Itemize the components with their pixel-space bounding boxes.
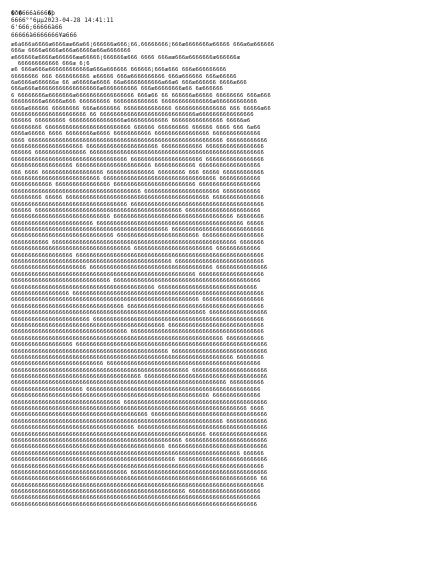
body-line: 666666666666666666666666666666666 6666666666666666666666666666666666666666 <box>11 303 264 310</box>
body-line: 6666666666666666666666 66 6666666666666666666666666666æ6666666666666666 <box>11 112 254 119</box>
body-line: 6666666666666666666666666666666666666666666666666666666 666666666666666666 <box>11 297 264 304</box>
header-line-1: �ð�666à666�þ <box>11 10 55 17</box>
body-line: 6666666666666666666666666666666666666666666666666666666666 66666666666666 <box>11 393 261 400</box>
body-line: 66666666666666666666666666666666666666666666666666666666666666666666666666 <box>11 463 264 470</box>
body-line: 6666666666666666666666666666666666666666666666666666666666666666666 666666 <box>11 450 264 457</box>
body-line: 6 66666666æ6666666æ66666666666666666 666æ66 66 666666æ66666 66666666 666æ666 <box>11 92 271 99</box>
body-line: 6666æ66666 6666 66666666æ6666 66666666666 6666666666666666 66666666666666 <box>11 131 261 138</box>
body-line: 666æ 6666æ6666æ666æ66666æ66æ6666666 <box>11 48 131 55</box>
body-line: 66666666666666666666666666666 6666666666666666666666666666666666666666666 <box>11 278 261 285</box>
body-line: 666666 666666666666666 666666666666666666666666666666666666666666666666666 <box>11 150 264 157</box>
body-line: 666666666666666666666666666666666666666666666666666666666 66666666666666666 <box>11 431 268 438</box>
body-line: 666666666666 6666666666666666 666666666666666666666666 666666666666666666 <box>11 182 261 189</box>
body-line: 666666666666666666666 666666666666666666666 666666666666 66666666666666666 <box>11 144 264 150</box>
body-line: 666666666 6666666666666666666666666 666666 666666666 666666 6666 666 6æ66 <box>11 124 261 131</box>
body-line: 66666666666 666666666666666666666666666666666666666666666666666666 6666666 <box>11 239 264 246</box>
body-line: 6666666666666666666666666666666666 666666666666666666666666666666666666666 <box>11 329 264 336</box>
body-line: 666666666666666666666666666666666666666666666666 66666666666666666666666666 <box>11 457 268 464</box>
body-line: 66666666666666666666666666666666666666666666666666666666666666 666666666666 <box>11 418 268 425</box>
body-line: 666666666666666666 6666666666666666666666 666666666666 666666666666666666 <box>11 163 261 170</box>
body-line: 66666666666666666666666666666666666666666666666666666666666666666 66666666 <box>11 354 264 361</box>
document-body <box>11 42 436 509</box>
body-line: 666666666666666666666666666666666666666666666666666666666666666666666666 66 <box>11 476 268 483</box>
body-line: æ6 666æ666æ666666666666æ666æ666666 666666¦666æ666 666æ666666666 <box>11 67 227 74</box>
body-line: 666666666666666666666666666666666666666666666666666666 6666666666666666666 <box>11 271 264 278</box>
header-timestamp-line: 6666°°6µµ2023-04-28 14:41:11 <box>11 17 114 25</box>
body-line: 666666666666666666666666666666666666666666666 6666666666666666666666666666 <box>11 322 264 329</box>
body-line: 6666æ666666 66666666 666æ6666666 66666666666666 666666666666666 666 66666æ66 <box>11 105 271 112</box>
body-line: 6666666666666666666666666666666666 666666666666666666666666666666666666666 <box>11 201 264 208</box>
body-line: 6666666666666666666666 666666666666666666666666666666666666 666666666666666 <box>11 265 268 272</box>
body-line: 66666666666666666666666666666666666666666666666666666666666666 66666666666 <box>11 335 264 342</box>
body-line: 66666666666666666666666666666666666 66666666666666666666666 6666666666666 <box>11 246 261 253</box>
body-line: 6666666666666666666666666666666666666666 6666666666666666666666666666666666 <box>11 412 268 419</box>
body-line: 6666666666666666666666666666666666666666666666666666 6666666666666666666666 <box>11 367 268 374</box>
body-line: 66666666666666666666666666666666666666 6666666666666666666666 66666666666 <box>11 188 261 195</box>
body-line: 666666666666666666666 666666666666666666666666666666666666666666666666666 <box>11 386 261 393</box>
body-line: 666666 666666666 6666666666666666æ666666666666 666666666666666 66666æ6 <box>11 118 251 125</box>
body-line: 66666666 666 6666666666 æ66666 666æ6666666666 666æ666666 666æ66666 <box>11 73 237 80</box>
body-line: 6666666666666666666666666666666666666666666666 666666666666666666666666666 <box>11 227 264 234</box>
body-line: 666666666æ66666æ666 666666666 6666666666666 666666666666666æ666666666666 <box>11 99 258 106</box>
body-line: 666æ666æ666666666666666666æ6666666666 666æ66666666æ66 6æ666666 <box>11 86 223 93</box>
body-line: 666666 6666666666666666666666666666666666666666666 6666666666666666666666 <box>11 207 261 214</box>
body-line: 6666666666666666666666666666666666 6666666666666666666666666666666666666666 <box>11 469 268 476</box>
body-line: 666666666666666666666666666 666666666666666666666666666666666666666666666 <box>11 361 261 368</box>
body-line: 666666666666666666666666666666666666666666666666666666666666666 6666666666 <box>11 380 264 387</box>
body-line: 66666666666666666666666666666666666666666666666666666666666666666666666666 <box>11 482 264 489</box>
body-line: 6666666666666666666666666666666666 666666666666666666666 66666666666666666 <box>11 156 264 163</box>
body-line: 666 6666 666666666666666666 66666666666666 66666666 666 66666 666666666666 <box>11 169 264 176</box>
body-line: 666666666666666666666666666666666666666666666666666666666 66666666666666666 <box>11 310 268 317</box>
body-line: 666666666666 666æ 6¦6 <box>11 60 90 67</box>
body-line: 666666666666666666666666 6666666666666666666666666666666666666666666 66666 <box>11 220 264 227</box>
body-line: 66666666666666666666666666666 66666666666666666666666666666666666 66666666 <box>11 214 264 221</box>
body-line: 666666666666666666 6666666666666666666666666666666666666666666666666666666 <box>11 252 264 259</box>
body-line: 666666666666666666666666666666666666666666 66666666666666666666666666666 <box>11 284 258 291</box>
body-line: 66666666666666666666666666666666 666666666666666666666666666666666666666666 <box>11 399 268 406</box>
body-line: æ666666æ6666æ666666ææ66666¦666666æ666 6666 666ææ666æ6666666æ666666æ <box>11 54 240 61</box>
body-line: 666666666666666666666666666666666666666666666666666666666666666666666 6666 <box>11 406 264 413</box>
body-line: 666666666666666666666666666666666666666666666666666666666666666666666666 <box>11 501 258 508</box>
body-line: æ6à666à6666æ6666ææ66æ66¦666666æ666¦66,66666666¦666æ6666666æ66666 666æ6æ666666 <box>11 41 275 48</box>
body-line: 666666666666666666666666666666666666 66666666666666666666666666666666666666 <box>11 425 268 432</box>
body-line: 66666666666666666666666 66666666666666666666666666666666666666666666666666 <box>11 316 264 323</box>
body-line: 666666666666666666666666666666 666666666666666666666666 666666666666666666 <box>11 233 264 240</box>
body-line: 6666666666666666666666666666666666666666666666666666666666666666666666666 <box>11 495 261 502</box>
body-line: 666666666 66666 666666666666666666666666666666666666666666 666666666666666 <box>11 195 264 202</box>
body-line: 666666666666666666 66666666666666666666666666666666666666666666666666666666 <box>11 342 268 349</box>
body-line: 66666666666666666666666666666666666666 666666666666666666666666666666666666 <box>11 374 268 381</box>
body-line: 6666666666666666666666666666666666666666666666 6666666666666666666666666666 <box>11 348 268 355</box>
header-line-4: 66666à6666666¥æ666 <box>11 31 77 39</box>
body-line: 66666666666666666 66666666666666666666666666666666666666666666666666666666 <box>11 290 264 297</box>
body-line: 6æ6666æ666666æ 66 æ66666æ6666 66æ66666666666æ66æ6 666æ666666 6666æ666 <box>11 80 247 87</box>
header-line-3: 6'666;66666à66 <box>11 24 63 32</box>
body-line: 66666666666666666666666666666666666666666666666666 666666666666666666666666 <box>11 437 268 444</box>
body-line: 666666666666666666666666666666666666666666666666666 666666666666666666666 <box>11 489 261 496</box>
body-line: 6666 666666666666666666666666666666666666666666666666666666666 666666666666 <box>11 137 268 144</box>
body-line: 66666666666666666666666666666666666666666666666 66666666666666666666666666 <box>11 259 264 266</box>
body-line: 666666666666666666666666666666666666666666666 66666666666666666666666666666 <box>11 444 268 451</box>
body-line: 66666666666666666666666666 666666666666666666666666666666666 666666666666 <box>11 175 261 182</box>
